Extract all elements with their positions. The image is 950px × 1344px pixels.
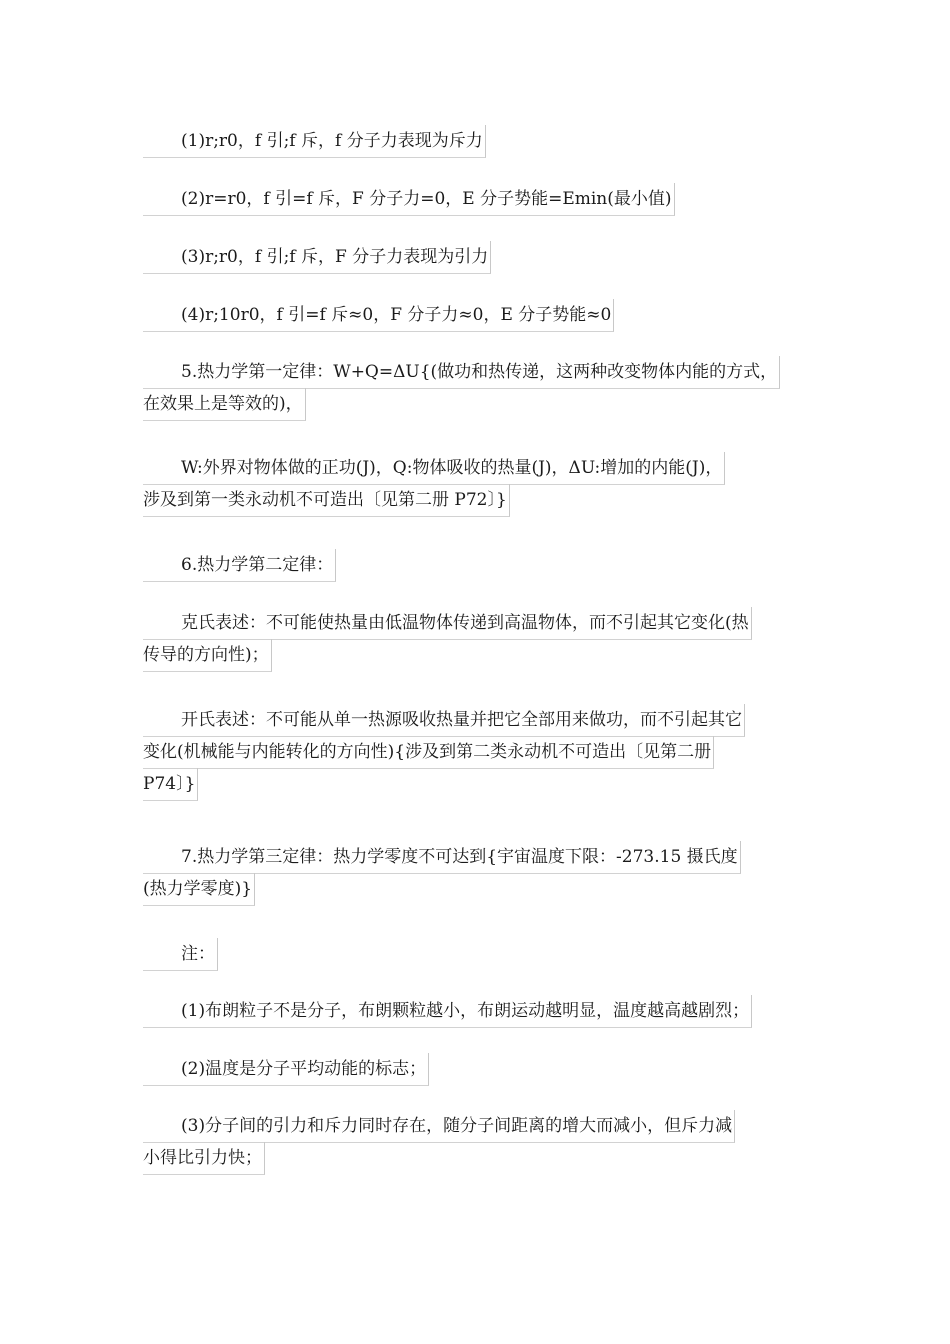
paragraph-line: P74〕} — [143, 768, 198, 801]
paragraph-line: 6.热力学第二定律： — [143, 549, 336, 582]
paragraph-line: 小得比引力快； — [143, 1142, 265, 1175]
paragraph-first-law-terms — [143, 452, 725, 516]
paragraph-line: (1)布朗粒子不是分子，布朗颗粒越小，布朗运动越明显，温度越高越剧烈； — [143, 995, 752, 1028]
paragraph-line: 5.热力学第一定律：W+Q=ΔU{(做功和热传递，这两种改变物体内能的方式， — [143, 356, 780, 389]
paragraph-first-law — [143, 356, 780, 420]
paragraph-line: (2)温度是分子平均动能的标志； — [143, 1053, 429, 1086]
paragraph-line: 7.热力学第三定律：热力学零度不可达到{宇宙温度下限：-273.15 摄氏度 — [143, 841, 741, 874]
paragraph-molecular-force-1 — [143, 125, 486, 157]
paragraph-kelvin-statement — [143, 704, 745, 800]
paragraph-line: (4)r;10r0，f 引=f 斥≈0，F 分子力≈0，E 分子势能≈0 — [143, 299, 614, 332]
paragraph-line: 开氏表述：不可能从单一热源吸收热量并把它全部用来做功，而不引起其它 — [143, 704, 745, 737]
paragraph-note-1 — [143, 995, 752, 1027]
paragraph-third-law — [143, 841, 741, 905]
paragraph-notes-title — [143, 938, 218, 970]
paragraph-line: (热力学零度)} — [143, 873, 255, 906]
paragraph-molecular-force-2 — [143, 183, 675, 215]
paragraph-note-3 — [143, 1110, 735, 1174]
paragraph-line: 克氏表述：不可能使热量由低温物体传递到高温物体，而不引起其它变化(热 — [143, 607, 752, 640]
paragraph-molecular-force-4 — [143, 299, 614, 331]
paragraph-line: (3)r;r0，f 引;f 斥，F 分子力表现为引力 — [143, 241, 491, 274]
paragraph-line: W:外界对物体做的正功(J)，Q:物体吸收的热量(J)，ΔU:增加的内能(J)， — [143, 452, 725, 485]
paragraph-line: 涉及到第一类永动机不可造出〔见第二册 P72〕} — [143, 484, 510, 517]
paragraph-line: (2)r=r0，f 引=f 斥，F 分子力=0，E 分子势能=Emin(最小值) — [143, 183, 675, 216]
paragraph-second-law-title — [143, 549, 336, 581]
paragraph-note-2 — [143, 1053, 429, 1085]
paragraph-line: (1)r;r0，f 引;f 斥，f 分子力表现为斥力 — [143, 125, 486, 158]
paragraph-line: 在效果上是等效的)， — [143, 388, 306, 421]
paragraph-line: 注： — [143, 938, 218, 971]
paragraph-clausius-statement — [143, 607, 752, 671]
paragraph-line: 传导的方向性)； — [143, 639, 272, 672]
paragraph-molecular-force-3 — [143, 241, 491, 273]
paragraph-line: 变化(机械能与内能转化的方向性){涉及到第二类永动机不可造出〔见第二册 — [143, 736, 714, 769]
paragraph-line: (3)分子间的引力和斥力同时存在，随分子间距离的增大而减小，但斥力减 — [143, 1110, 735, 1143]
